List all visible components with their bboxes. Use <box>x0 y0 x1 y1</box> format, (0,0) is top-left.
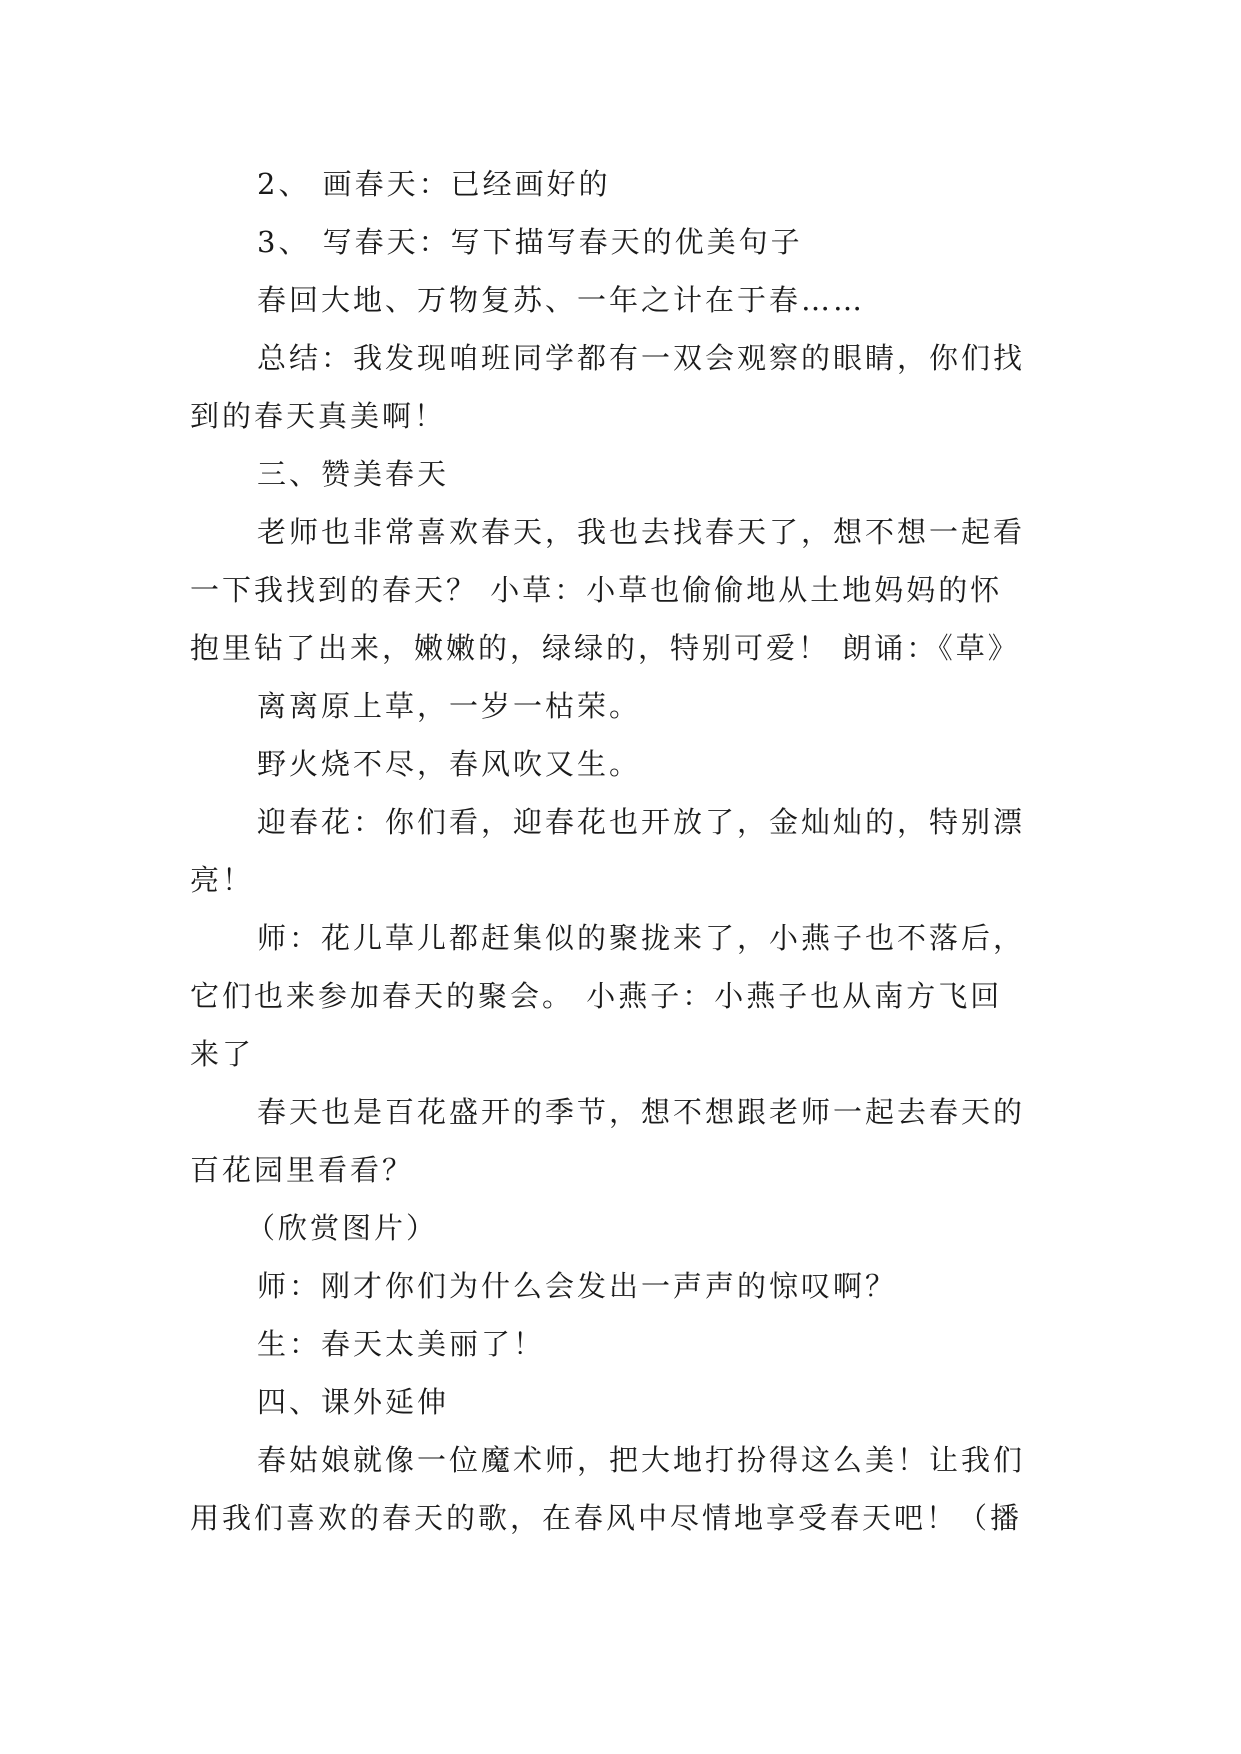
paragraph-line: 到的春天真美啊！ <box>190 399 447 433</box>
paragraph-line: 老师也非常喜欢春天，我也去找春天了，想不想一起看 <box>257 515 1026 549</box>
section-heading: 四、课外延伸 <box>257 1385 450 1419</box>
paragraph-line: 师：刚才你们为什么会发出一声声的惊叹啊？ <box>257 1269 898 1303</box>
paragraph-line: （欣赏图片） <box>246 1211 439 1245</box>
paragraph-line: 师：花儿草儿都赶集似的聚拢来了，小燕子也不落后， <box>257 921 1026 955</box>
list-item-draw-spring: 2、 画春天：已经画好的 <box>257 167 611 201</box>
list-item-write-spring: 3、 写春天：写下描写春天的优美句子 <box>257 225 803 259</box>
paragraph-line: 亮！ <box>190 863 255 897</box>
paragraph-line: 春天也是百花盛开的季节，想不想跟老师一起去春天的 <box>257 1095 1026 1129</box>
paragraph-line: 春姑娘就像一位魔术师，把大地打扮得这么美！让我们 <box>257 1443 1026 1477</box>
poem-line: 野火烧不尽，春风吹又生。 <box>257 747 642 781</box>
paragraph-line: 春回大地、万物复苏、一年之计在于春…… <box>257 283 866 317</box>
paragraph-line: 抱里钻了出来，嫩嫩的，绿绿的，特别可爱！ 朗诵：《草》 <box>190 631 1020 665</box>
paragraph-line: 用我们喜欢的春天的歌，在春风中尽情地享受春天吧！（播 <box>190 1501 1023 1535</box>
paragraph-line: 百花园里看看？ <box>190 1153 415 1187</box>
paragraph-line: 它们也来参加春天的聚会。 小燕子：小燕子也从南方飞回 <box>190 979 1003 1013</box>
paragraph-line: 总结：我发现咱班同学都有一双会观察的眼睛，你们找 <box>257 341 1026 375</box>
poem-line: 离离原上草，一岁一枯荣。 <box>257 689 642 723</box>
paragraph-line: 一下我找到的春天？ 小草：小草也偷偷地从土地妈妈的怀 <box>190 573 1003 607</box>
paragraph-line: 生：春天太美丽了！ <box>257 1327 546 1361</box>
paragraph-line: 迎春花：你们看，迎春花也开放了，金灿灿的，特别漂 <box>257 805 1026 839</box>
section-heading: 三、赞美春天 <box>257 457 450 491</box>
paragraph-line: 来了 <box>190 1037 255 1071</box>
